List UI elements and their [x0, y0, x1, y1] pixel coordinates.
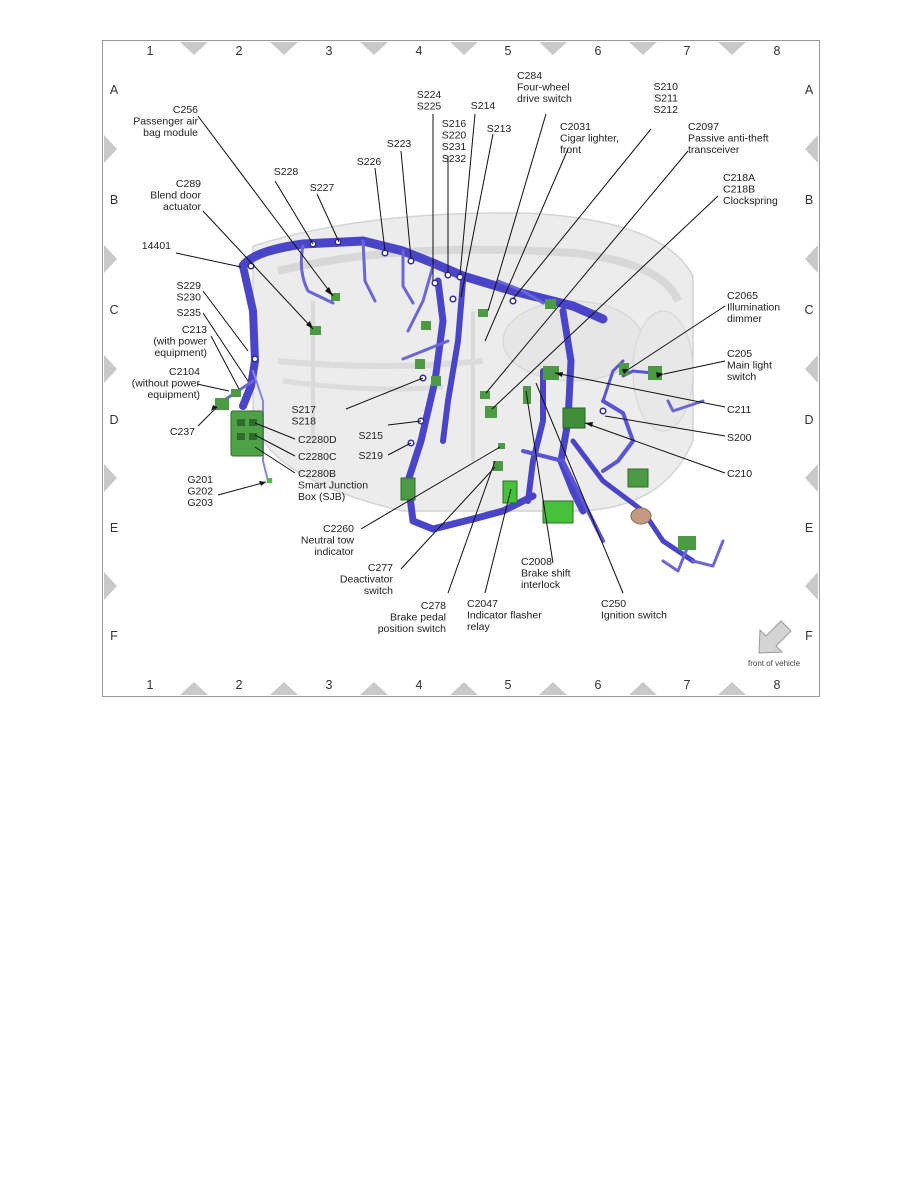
grid-row-right-F: F [805, 629, 813, 643]
callout-c2047-line-0: C2047 [467, 598, 498, 610]
callout-c2280c [298, 451, 337, 463]
callout-s210-line-2: S212 [653, 104, 678, 117]
connector-c256 [331, 293, 340, 301]
border-triangle-top-2 [360, 42, 388, 55]
grid-col-bottom-5: 5 [504, 678, 512, 692]
front-of-vehicle-label: front of vehicle [748, 659, 801, 668]
callout-g201 [187, 474, 213, 509]
callout-n14401 [142, 240, 171, 252]
diagram-frame [102, 40, 820, 697]
callout-c2065-line-0: C2065 [727, 290, 758, 302]
border-triangle-left-4 [104, 572, 117, 600]
callout-c218-line-1: C218B [723, 183, 756, 196]
callout-c205 [727, 348, 772, 383]
grid-col-top-2: 2 [235, 44, 243, 58]
border-triangle-bottom-3 [450, 682, 478, 695]
callout-c278-line-1: Brake pedal [389, 611, 446, 624]
callout-c2104-line-1: (without power [131, 377, 200, 390]
callout-c2047 [467, 598, 542, 633]
callout-c2260 [301, 523, 355, 558]
callout-c210-line-0: C210 [727, 468, 753, 480]
callout-c210 [727, 468, 752, 480]
callout-c2065-line-2: dimmer [727, 313, 763, 326]
callout-s214 [471, 100, 496, 112]
callout-c284-line-0: C284 [517, 70, 543, 82]
callout-c2104-line-2: equipment) [147, 389, 200, 402]
callout-c284-line-1: Four-wheel [517, 81, 570, 94]
border-triangle-right-1 [805, 245, 818, 273]
grid-col-bottom-6: 6 [594, 678, 602, 692]
connector-c2031 [478, 309, 488, 317]
grid-row-left-B: B [109, 193, 119, 207]
border-triangle-bottom-2 [360, 682, 388, 695]
callout-c2097-line-2: transceiver [688, 144, 740, 157]
front-arrow-icon [759, 621, 791, 653]
grid-col-bottom-3: 3 [325, 678, 333, 692]
dashboard-shell [253, 213, 693, 511]
callout-c277-line-2: switch [363, 585, 393, 598]
callout-c218-line-0: C218A [723, 172, 756, 184]
callout-c2031-line-0: C2031 [560, 121, 591, 133]
grid-col-top-3: 3 [325, 44, 333, 58]
callout-s217-line-0: S217 [291, 404, 316, 416]
callout-c2008 [521, 556, 571, 591]
connector-c2280g [678, 536, 696, 550]
callout-s228 [274, 166, 299, 178]
connector-c2280c [415, 359, 425, 369]
border-triangle-left-1 [104, 245, 117, 273]
wiring-diagram [103, 41, 819, 696]
border-triangle-top-5 [629, 42, 657, 55]
connector-g201 [267, 478, 272, 483]
border-triangle-bottom-5 [629, 682, 657, 695]
callout-c250-line-0: C250 [601, 598, 627, 610]
grid-row-right-D: D [804, 413, 814, 427]
connector-c2280e [628, 469, 648, 487]
callout-c213-line-1: (with power [153, 335, 207, 348]
grid-row-left-C: C [109, 303, 119, 317]
callout-s226-line-0: S226 [356, 156, 382, 168]
grid-col-bottom-2: 2 [235, 678, 243, 692]
callout-c211 [727, 404, 751, 416]
callout-c2008-line-0: C2008 [521, 556, 552, 568]
grid-col-top-8: 8 [773, 44, 781, 58]
callout-s223 [387, 138, 412, 150]
border-triangle-left-3 [104, 464, 117, 492]
callout-c277 [340, 562, 394, 597]
connector-c2104 [231, 389, 241, 397]
callout-c2280c-line-0: C2280C [298, 451, 337, 463]
callout-c211-line-0: C211 [727, 404, 752, 416]
callout-c289-line-0: C289 [175, 178, 201, 190]
grid-col-bottom-8: 8 [773, 678, 781, 692]
callout-c2031-line-1: Cigar lighter, [560, 132, 619, 145]
connector-c2280b [431, 376, 441, 386]
border-triangle-left-0 [104, 135, 117, 163]
callout-c284 [517, 70, 572, 105]
border-triangle-right-0 [805, 135, 818, 163]
callout-s229-line-1: S230 [176, 291, 201, 304]
callout-c2280b-line-1: Smart Junction [298, 479, 369, 492]
connector-c237 [215, 398, 229, 410]
connector-c210 [563, 408, 585, 428]
callout-s213 [487, 123, 512, 135]
callout-s227 [310, 182, 335, 194]
callout-c218-line-2: Clockspring [723, 195, 778, 208]
grid-row-left-E: E [109, 521, 119, 535]
callout-c2097-line-1: Passive anti-theft [688, 132, 769, 145]
callout-s215 [358, 430, 383, 442]
border-triangle-top-0 [180, 42, 208, 55]
border-triangle-top-4 [539, 42, 567, 55]
grid-col-bottom-1: 1 [146, 678, 154, 692]
callout-s228-line-0: S228 [273, 166, 299, 178]
grid-row-left-D: D [109, 413, 119, 427]
callout-s224-line-1: S225 [416, 100, 442, 113]
border-triangle-right-3 [805, 464, 818, 492]
callout-c2280b-line-0: C2280B [298, 468, 336, 480]
callout-c256-line-0: C256 [172, 104, 198, 116]
callout-c213 [153, 324, 207, 359]
grid-col-top-5: 5 [504, 44, 512, 58]
callout-s235-line-0: S235 [176, 307, 201, 319]
callout-c277-line-1: Deactivator [339, 573, 393, 586]
connector-c2280d [545, 299, 556, 309]
grid-row-right-B: B [804, 193, 814, 207]
callout-s226 [357, 156, 382, 168]
border-triangle-top-3 [450, 42, 478, 55]
callout-c213-line-2: equipment) [154, 347, 207, 360]
callout-c2280d-line-0: C2280D [298, 434, 337, 446]
callout-c289 [150, 178, 201, 213]
grid-col-top-1: 1 [146, 44, 154, 58]
callout-c289-line-2: actuator [163, 201, 201, 214]
callout-c2097-line-0: C2097 [688, 121, 719, 133]
border-triangle-top-1 [270, 42, 298, 55]
callout-c237-line-0: C237 [169, 426, 195, 438]
callout-s224-line-0: S224 [416, 89, 442, 101]
callout-s214-line-0: S214 [470, 100, 496, 112]
callout-c277-line-0: C277 [367, 562, 393, 574]
connector-c2280f [631, 508, 651, 524]
border-triangle-bottom-1 [270, 682, 298, 695]
callout-c2097 [688, 121, 769, 156]
callout-s215-line-0: S215 [358, 430, 383, 442]
callout-s216-line-0: S216 [441, 118, 467, 130]
callout-c2065 [727, 290, 780, 325]
callout-g201-line-2: G203 [187, 497, 213, 510]
grid-col-top-6: 6 [594, 44, 602, 58]
connector-c250 [543, 501, 573, 523]
callout-s210-line-1: S211 [654, 92, 678, 105]
callout-c2031-line-2: front [560, 144, 582, 157]
callout-s217 [291, 404, 316, 428]
callout-s229-line-0: S229 [176, 280, 201, 292]
callout-c250 [601, 598, 667, 622]
border-triangle-bottom-4 [539, 682, 567, 695]
callout-c256-line-2: bag module [143, 127, 198, 140]
callout-s216-line-3: S232 [441, 152, 467, 165]
grid-row-right-C: C [804, 303, 814, 317]
callout-s210 [653, 81, 678, 116]
callout-s227-line-0: S227 [309, 182, 335, 194]
grid-col-bottom-4: 4 [415, 678, 423, 692]
callout-g201-line-1: G202 [187, 485, 213, 498]
grid-row-left-F: F [110, 629, 118, 643]
callout-g201-line-0: G201 [187, 474, 213, 486]
callout-c2104 [132, 366, 201, 401]
callout-s224 [417, 89, 442, 113]
front-of-vehicle-indicator [748, 621, 801, 668]
callout-s223-line-0: S223 [386, 138, 412, 150]
callout-s210-line-0: S210 [653, 81, 678, 93]
callout-c278 [378, 600, 446, 635]
callout-c2008-line-1: Brake shift [521, 567, 571, 580]
callout-c2047-line-2: relay [467, 621, 490, 634]
callout-c256 [133, 104, 198, 139]
callout-s235 [176, 307, 201, 319]
callout-c2260-line-2: indicator [314, 546, 354, 559]
callout-s216 [442, 118, 467, 165]
callout-s219 [358, 450, 383, 462]
border-triangle-bottom-6 [718, 682, 746, 695]
callout-s217-line-1: S218 [291, 415, 316, 428]
grid-col-bottom-7: 7 [683, 678, 691, 692]
callout-c284-line-2: drive switch [517, 93, 572, 106]
callout-s213-line-0: S213 [486, 123, 512, 135]
callout-c2260-line-0: C2260 [323, 523, 354, 535]
callout-c205-line-0: C205 [727, 348, 753, 360]
callout-c205-line-2: switch [727, 371, 757, 384]
callout-s200 [727, 432, 752, 444]
callout-c2104-line-0: C2104 [169, 366, 200, 378]
connector-c218 [485, 406, 497, 418]
grid-col-top-4: 4 [415, 44, 423, 58]
callout-c2031 [560, 121, 619, 156]
callout-c237 [170, 426, 195, 438]
callout-c2065-line-1: Illumination [727, 301, 781, 314]
callout-c256-line-1: Passenger air [133, 115, 198, 128]
callout-c278-line-0: C278 [420, 600, 446, 612]
border-triangle-bottom-0 [180, 682, 208, 695]
callout-s216-line-2: S231 [441, 141, 467, 154]
callout-c2280d [298, 434, 337, 446]
callout-c2260-line-1: Neutral tow [300, 534, 354, 547]
callout-c2280b-line-2: Box (SJB) [298, 491, 346, 504]
callout-c250-line-1: Ignition switch [601, 609, 667, 622]
callout-s229 [176, 280, 201, 304]
grid-row-left-A: A [109, 83, 119, 97]
border-triangle-left-2 [104, 355, 117, 383]
callout-c289-line-1: Blend door [150, 189, 201, 202]
callout-c205-line-1: Main light [727, 359, 772, 372]
border-triangle-top-6 [718, 42, 746, 55]
connector-c2097 [480, 391, 490, 399]
callout-s219-line-0: S219 [358, 450, 383, 462]
callout-n14401-line-0: 14401 [141, 240, 171, 252]
callout-c278-line-2: position switch [377, 623, 446, 636]
callout-c2008-line-2: interlock [521, 579, 561, 592]
border-triangle-right-4 [805, 572, 818, 600]
callout-c213-line-0: C213 [181, 324, 207, 336]
callout-c218 [723, 172, 778, 207]
callout-c2047-line-1: Indicator flasher [467, 609, 542, 622]
grid-row-right-A: A [804, 83, 814, 97]
connector-c284 [421, 321, 431, 330]
grid-row-right-E: E [804, 521, 814, 535]
connector-c278 [401, 478, 415, 500]
border-triangle-right-2 [805, 355, 818, 383]
grid-col-top-7: 7 [683, 44, 691, 58]
callout-s216-line-1: S220 [441, 129, 467, 142]
callout-s200-line-0: S200 [727, 432, 752, 444]
